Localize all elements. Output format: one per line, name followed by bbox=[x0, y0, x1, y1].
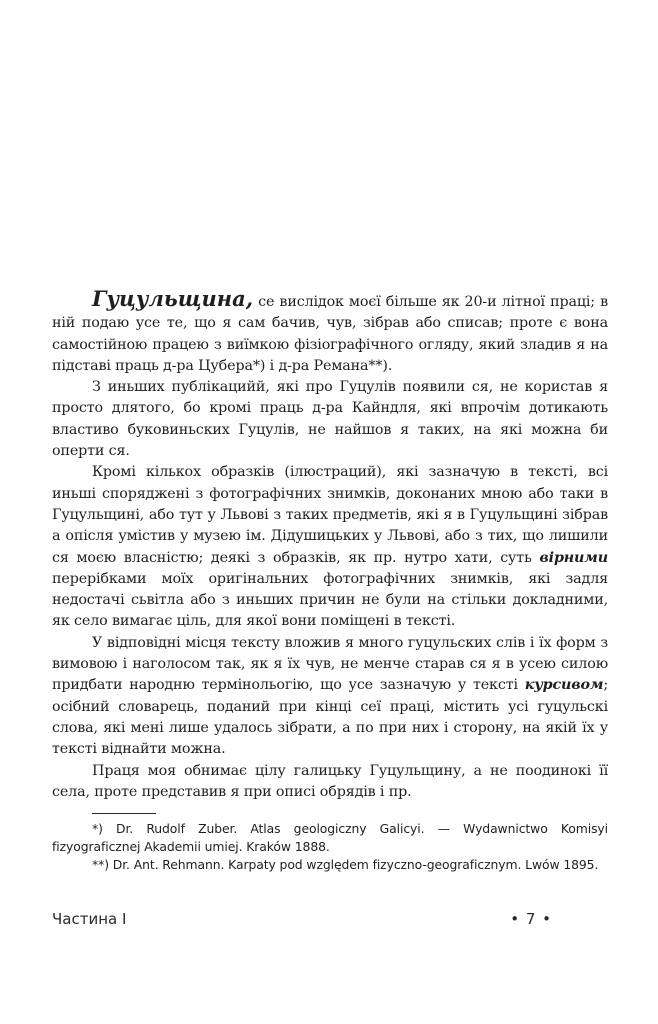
paragraph-2: З иньших публікацийй, які про Гуцулів появили ся, не користав я просто длятого, бо кромі праць д-ра Кайндля, які впрочім дотикають властиво буковиньских Гуцулів, не найшов я таких, на які можна би оперти ся. bbox=[52, 379, 608, 460]
emphasis-kursyvom: курсивом bbox=[524, 677, 604, 694]
page-footer bbox=[52, 910, 552, 934]
footnote-2: **) Dr. Ant. Rehmann. Karpaty pod względem fizyczno-geograficznym. Lwów 1895. bbox=[92, 857, 599, 873]
lead-word: Гуцульщина, bbox=[92, 286, 254, 311]
page-number: • 7 • bbox=[510, 910, 552, 928]
paragraph-4-text-b: ; осібний словарець, поданий при кінці сеї праці, містить усі гуцульскі слова, які мені лише удалось зібрати, а по при них і сторону, на якій їх у тексті віднайти можна. bbox=[52, 677, 608, 758]
paragraph-4-text-a: У відповідні місця тексту вложив я много гуцульских слів і їх форм з вимовою і наголосом так, як я їх чув, не менче старав ся я в усею силою придбати народню термінольогію, що усе зазначую у тексті bbox=[52, 634, 608, 694]
paragraph-3 bbox=[52, 462, 608, 632]
paragraph-3-text-a: Кромі кількох образків (ілюстраций), які зазначую в тексті, всі иньші споряджені з фотографічних знимків, доконаних мною або таки в Гуцульщині, або тут у Львові з таких предметів, які я в Гуцульщині зібрав а опісля умістив у музею ім. Дідушицьких у Львові, або з тих, що лишили ся моєю власністю; деякі з образків, як пр. нутро хати, суть bbox=[52, 464, 608, 566]
paragraph-1 bbox=[52, 288, 608, 377]
paragraph-3-text-b: перерібками моїх оригінальних фотографічних знимків, які задля недостачі сьвітла або з иньших причин не були на стільки докладними, як село вимагає ціль, для якої вони поміщені в тексті. bbox=[52, 570, 608, 630]
paragraph-5: Праця моя обнимає цілу галицьку Гуцульщину, а не поодинокі її села, проте представив я при описі обрядів і пр. bbox=[52, 762, 608, 800]
emphasis-virnymy: вірними bbox=[539, 549, 608, 566]
footnote-1: *) Dr. Rudolf Zuber. Atlas geologiczny Galicyi. — Wydawnictwo Komisyi fizyograficznej Akademii umiej. Kraków 1888. bbox=[52, 821, 608, 855]
paragraph-1-text: се вислідок моєї більше як 20-и літної праці; в ній подаю усе те, що я сам бачив, чув, зібрав або списав; проте є вона самостійною працею з виїмкою фізіографічного огляду, який зладив я на підставі праць д-ра Цубера*) і д-ра Ремана**). bbox=[52, 294, 608, 374]
section-label: Частина I bbox=[52, 910, 127, 928]
page-body bbox=[52, 288, 608, 874]
footnote-divider bbox=[92, 813, 156, 814]
paragraph-4 bbox=[52, 633, 608, 761]
